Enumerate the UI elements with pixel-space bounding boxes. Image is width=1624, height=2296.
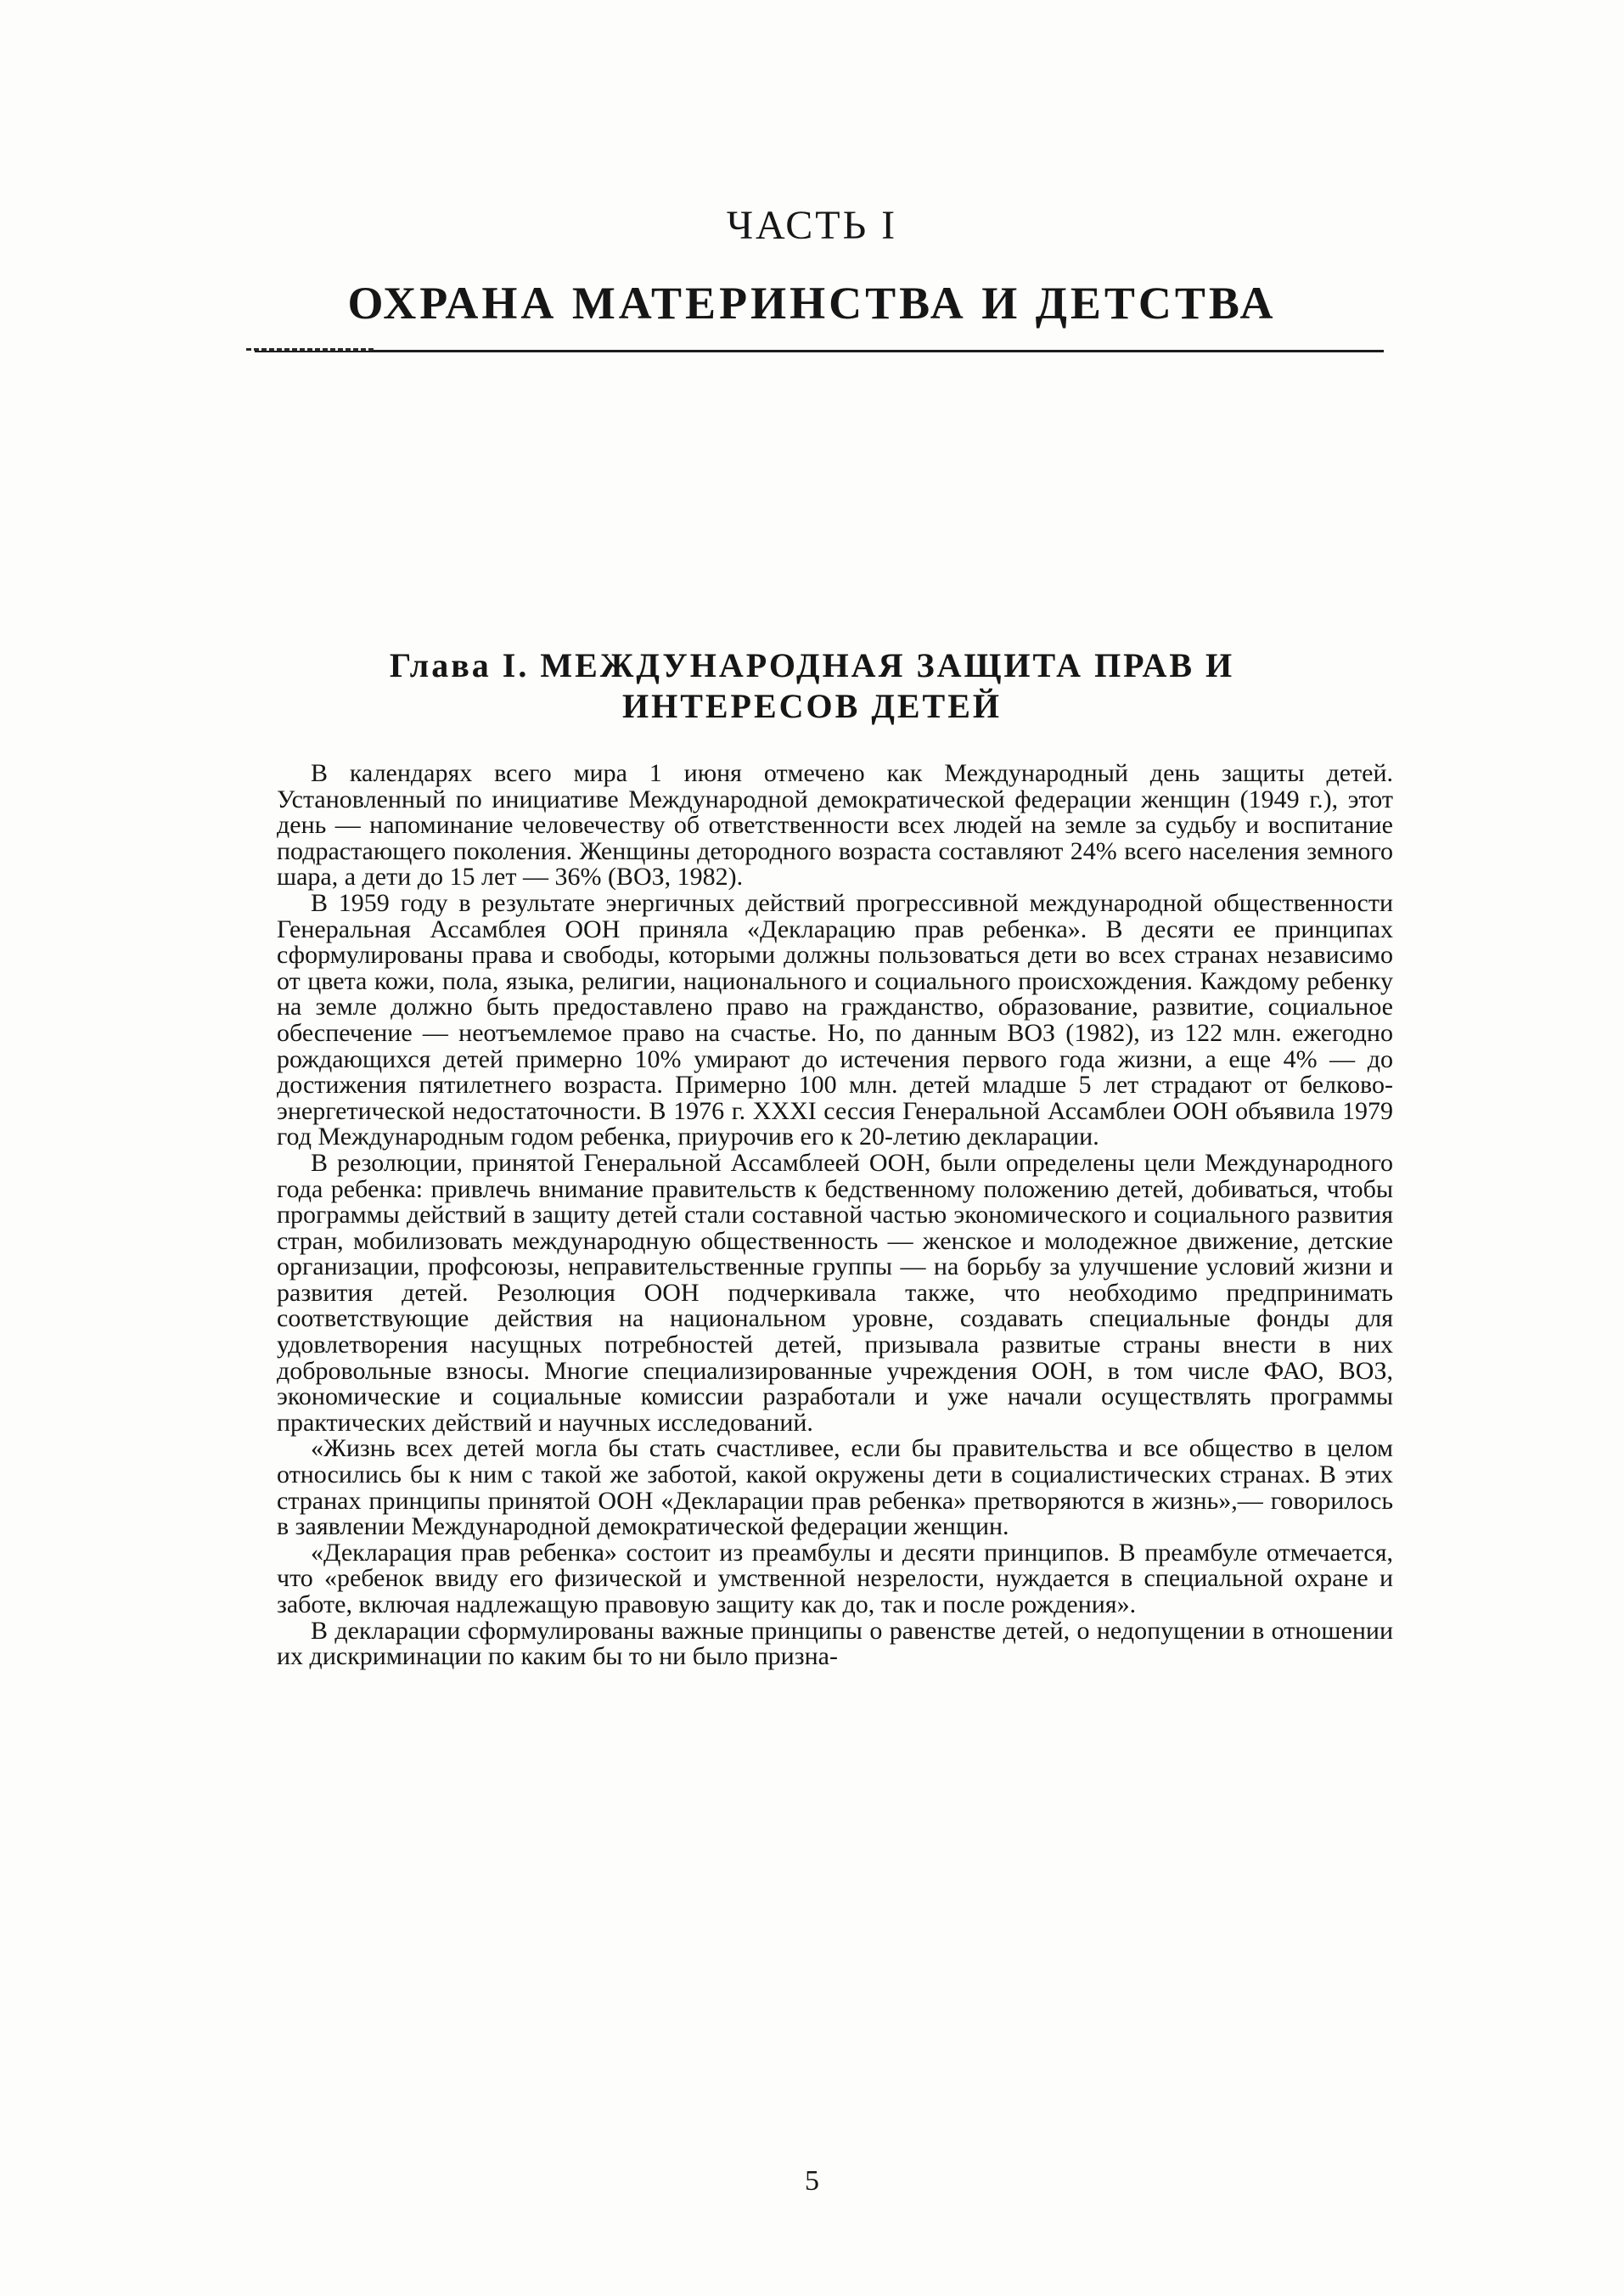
paragraph: В резолюции, принятой Генеральной Ассамблеей ООН, были определены цели Международного года ребенка: привлечь внимание правительств к бедственному положению детей, добиваться, чтобы программы действий в защиту детей стали составной частью экономического и социального развития стран, мобилизовать международную общественность — женское и молодежное движение, детские организации, профсоюзы, неправительственные группы — на борьбу за улучшение условий жизни и развития детей. Резолюция ООН подчеркивала также, что необходимо предпринимать соответствующие действия на национальном уровне, создавать специальные фонды для удовлетворения насущных потребностей детей, призывала развитые страны внести в них добровольные взносы. Многие специализированные учреждения ООН, в том числе ФАО, ВОЗ, экономические и социальные комиссии разработали и уже начали осуществлять программы практических действий и научных исследований. — [277, 1148, 1393, 1437]
chapter-title: Глава I. МЕЖДУНАРОДНАЯ ЗАЩИТА ПРАВ И ИНТЕРЕСОВ ДЕТЕЙ — [389, 646, 1235, 725]
part-title: ОХРАНА МАТЕРИНСТВА И ДЕТСТВА — [347, 278, 1277, 329]
paragraph: В 1959 году в результате энергичных действий прогрессивной международной общественности Генеральная Ассамблея ООН приняла «Декларацию прав ребенка». В десяти ее принципах сформулированы права и свободы, которыми должны пользоваться дети во всех странах независимо от цвета кожи, пола, языка, религии, национального и социального происхождения. Каждому ребенку на земле должно быть предоставлено право на гражданство, образование, развитие, социальное обеспечение — неотъемлемое право на счастье. Но, по данным ВОЗ (1982), из 122 млн. ежегодно рождающихся детей примерно 10% умирают до истечения первого года жизни, а еще 4% — до достижения пятилетнего возраста. Примерно 100 млн. детей младше 5 лет страдают от белково-энергетической недостаточности. В 1976 г. XXXI сессия Генеральной Ассамблеи ООН объявила 1979 год Международным годом ребенка, приурочив его к 20-летию декларации. — [277, 888, 1393, 1151]
paragraph: «Декларация прав ребенка» состоит из преамбулы и десяти принципов. В преамбуле отмечается, что «ребенок ввиду его физической и умственной незрелости, нуждается в специальной охране и заботе, включая надлежащую правовую защиту как до, так и после рождения». — [277, 1538, 1393, 1618]
page-number: 5 — [805, 2165, 819, 2197]
part-label: ЧАСТЬ I — [726, 203, 898, 248]
title-rule — [255, 350, 1384, 352]
paragraph: В календарях всего мира 1 июня отмечено как Международный день защиты детей. Установленный по инициативе Международной демократической федерации женщин (1949 г.), этот день — напоминание человечеству об ответственности всех людей на земле за судьбу и воспитание подрастающего поколения. Женщины детородного возраста составляют 24% всего населения земного шара, а дети до 15 лет — 36% (ВОЗ, 1982). — [277, 759, 1393, 892]
paragraph: «Жизнь всех детей могла бы стать счастливее, если бы правительства и все общество в целом относились бы к ним с такой же заботой, какой окружены дети в социалистических странах. В этих странах принципы принятой ООН «Декларации прав ребенка» претворяются в жизнь»,— говорилось в заявлении Международной демократической федерации женщин. — [277, 1434, 1393, 1541]
paragraph: В декларации сформулированы важные принципы о равенстве детей, о недопущении в отношении их дискриминации по каким бы то ни было призна- — [277, 1616, 1393, 1671]
title-rule-dashed-start — [246, 348, 374, 351]
body-text — [277, 761, 1393, 1670]
